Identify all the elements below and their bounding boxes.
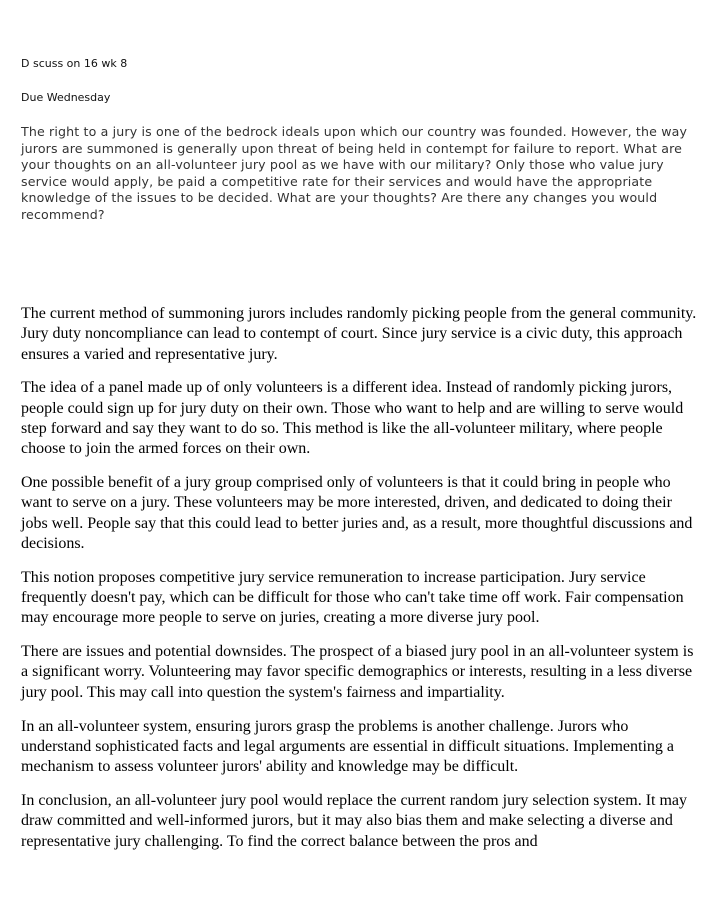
essay-paragraph: The idea of a panel made up of only volunteers is a different idea. Instead of randomly picking jurors, people could sign up for jury duty on their own. Those who want to help and are willing to serve would step forward and say they want to do so. This method is like the all-volunteer military, where people choose to join the armed forces on their own. bbox=[21, 379, 684, 458]
essay-paragraph: There are issues and potential downsides. The prospect of a biased jury pool in an all-volunteer system is a significant worry. Volunteering may favor specific demographics or interests, resulting in a less diverse jury pool. This may call into question the system's fairness and impartiality. bbox=[21, 643, 694, 701]
essay-paragraph: In an all-volunteer system, ensuring jurors grasp the problems is another challenge. Jurors who understand sophisticated facts and legal arguments are essential in difficult situations. Implementing a mechanism to assess volunteer jurors' ability and knowledge may be difficult. bbox=[21, 717, 675, 776]
essay-paragraph: The current method of summoning jurors includes randomly picking people from the general community. Jury duty noncompliance can lead to contempt of court. Since jury service is a civic duty, this approach ensures a varied and representative jury. bbox=[21, 305, 697, 363]
essay-paragraph: One possible benefit of a jury group comprised only of volunteers is that it could bring in people who want to serve on a jury. These volunteers may be more interested, driven, and dedicated to doing their jobs well. People say that this could lead to better juries and, as a result, more thoughtful discussions and decisions. bbox=[21, 474, 693, 552]
due-date: Due Wednesday bbox=[21, 91, 111, 104]
discussion-prompt: The right to a jury is one of the bedrock ideals upon which our country was founded. However, the way jurors are summoned is generally upon threat of being held in contempt for failure to report. What are your thoughts on an all-volunteer jury pool as we have with our military? Only those who value jury service would apply, be paid a competitive rate for their services and would have the appropriate knowledge of the issues to be decided. What are your thoughts? Are there any changes you would recommend? bbox=[21, 124, 688, 222]
essay-body bbox=[21, 304, 699, 865]
essay-paragraph: In conclusion, an all-volunteer jury pool would replace the current random jury selection system. It may draw committed and well-informed jurors, but it may also bias them and make selecting a diverse and representative jury challenging. To find the correct balance between the pros and bbox=[21, 791, 688, 850]
essay-paragraph: This notion proposes competitive jury service remuneration to increase participation. Jury service frequently doesn't pay, which can be difficult for those who can't take time off work. Fair compensation may encourage more people to serve on juries, creating a more diverse jury pool. bbox=[21, 568, 684, 627]
discussion-title: D scuss on 16 wk 8 bbox=[21, 57, 128, 70]
